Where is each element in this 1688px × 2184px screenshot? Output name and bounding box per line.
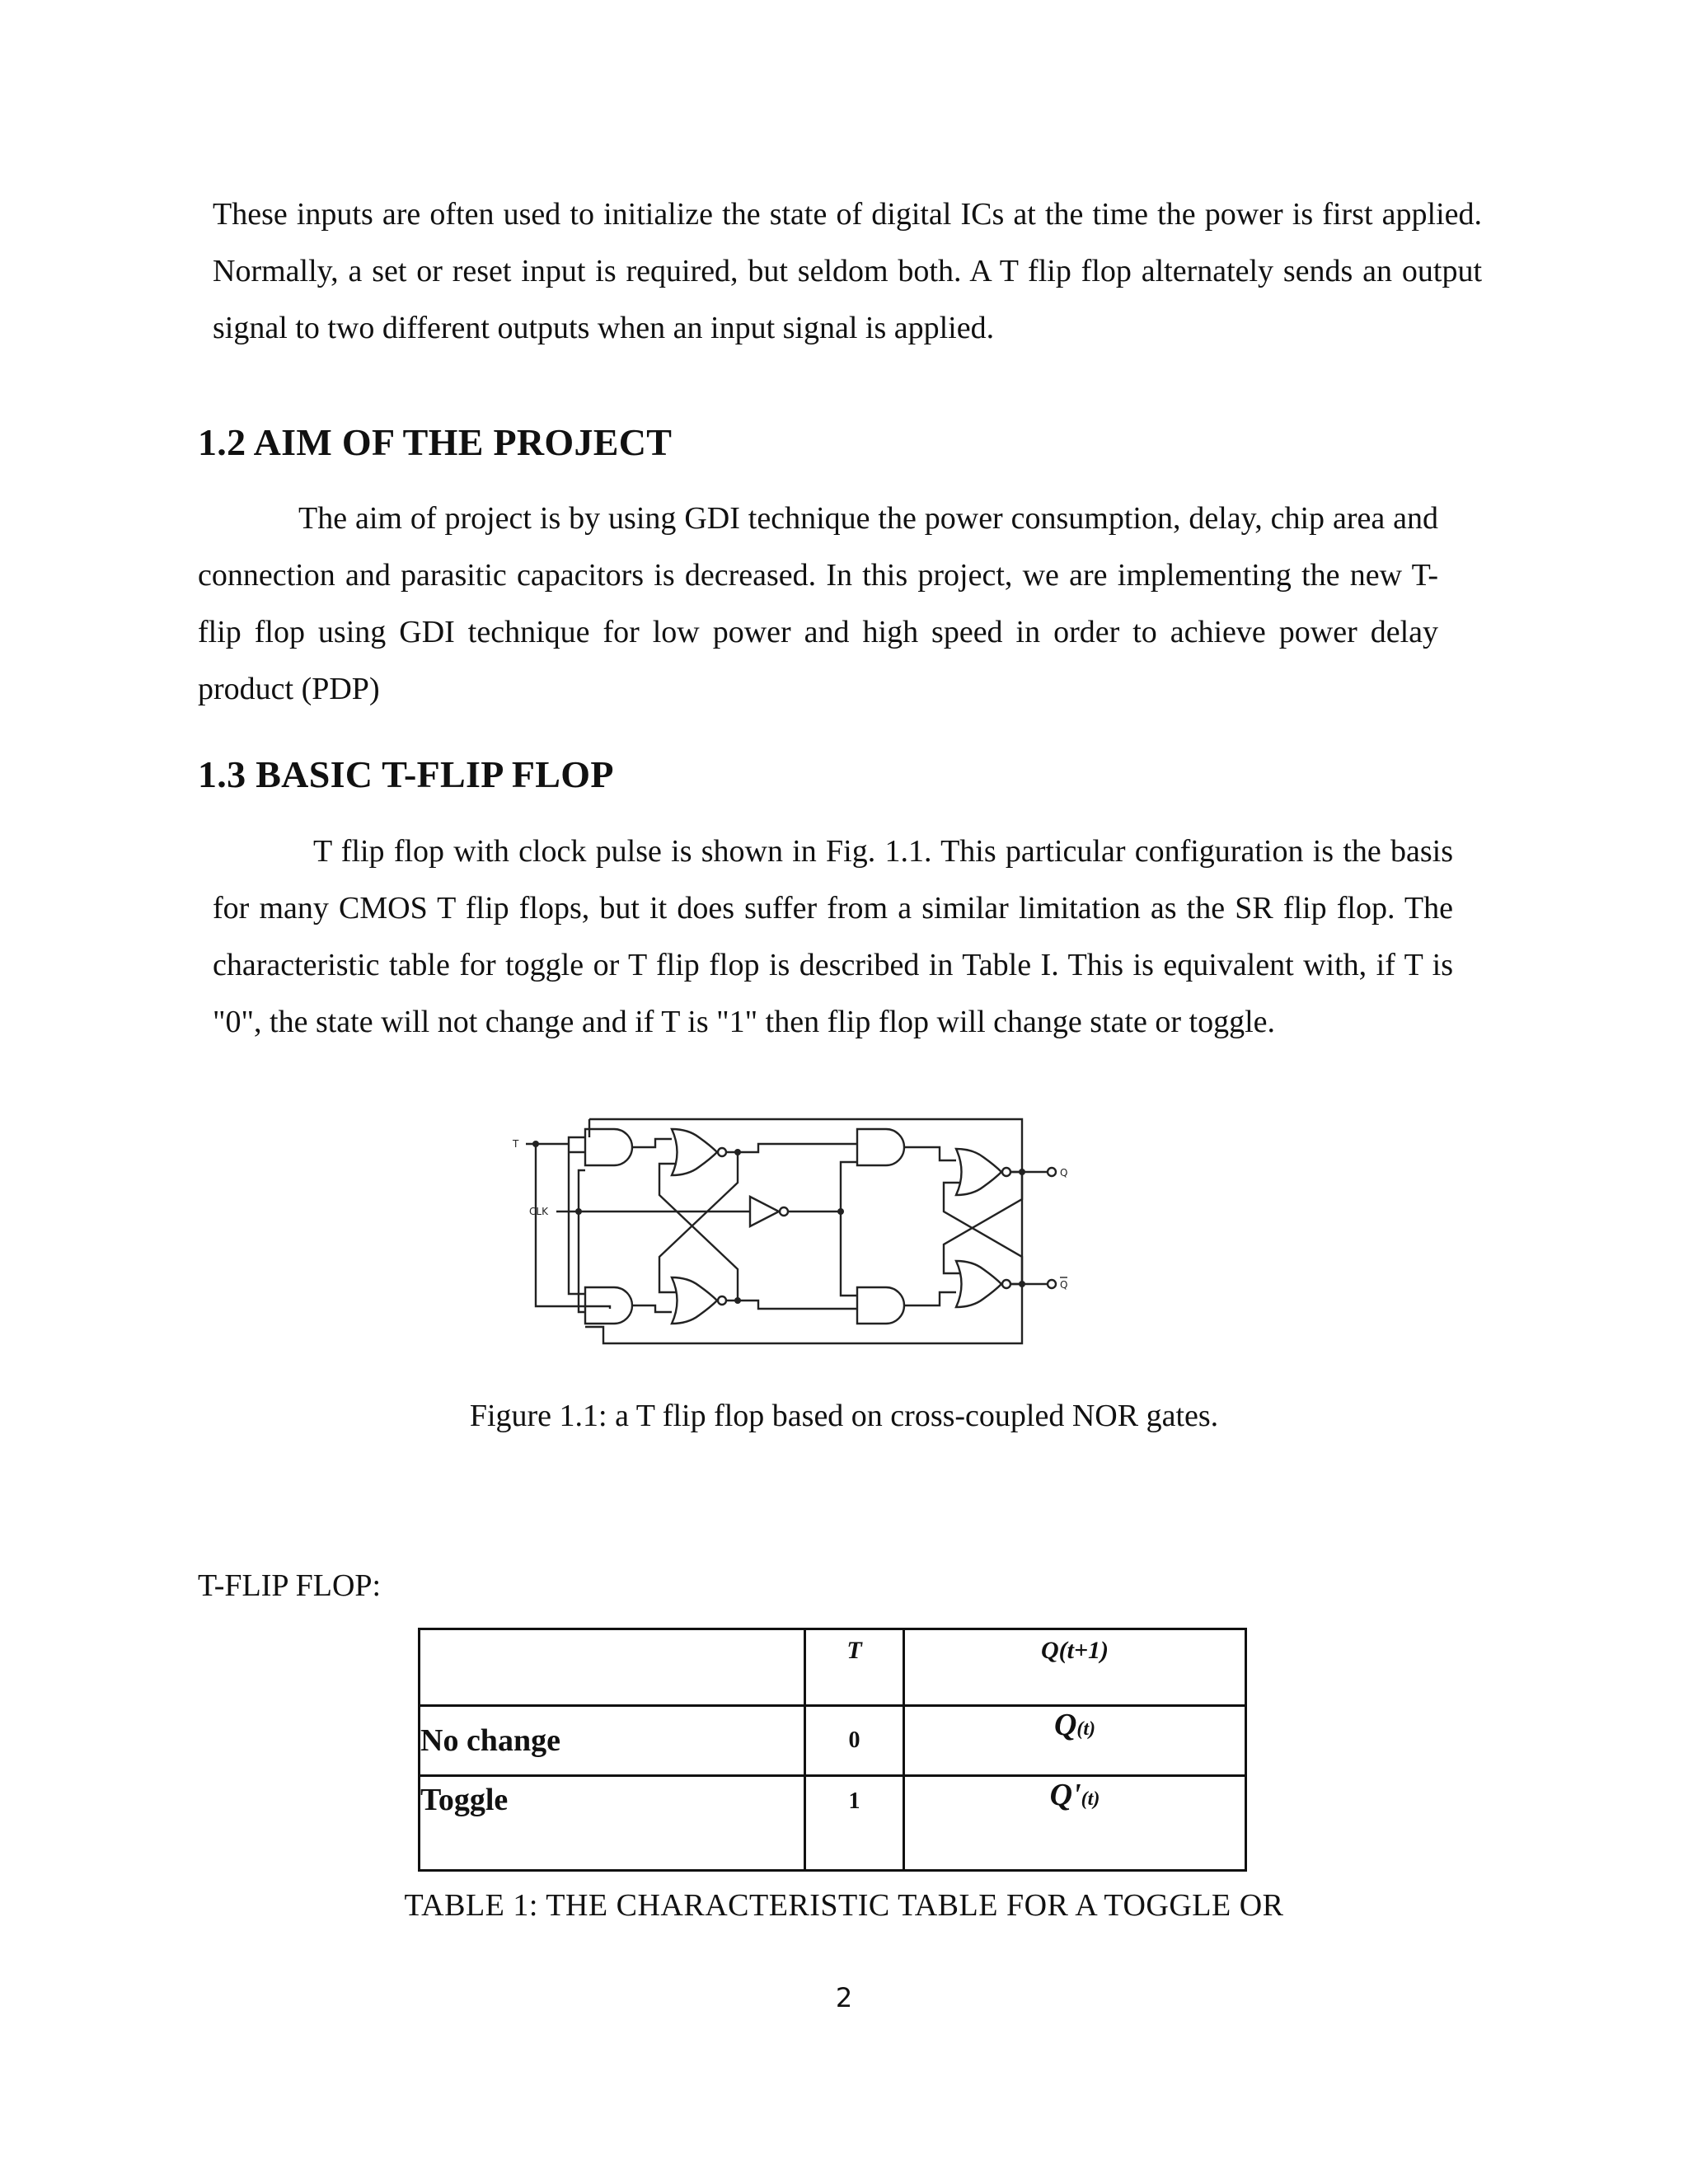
inverter-out-wire [788,1162,857,1296]
slave-cross-wires [944,1172,1022,1284]
characteristic-table [418,1628,1247,1872]
nor-gate-upper-right [956,1149,1001,1195]
and-gate-upper-right [857,1129,904,1165]
table-row [420,1706,1246,1776]
and-gate-upper-left [585,1129,632,1165]
wire-and4-nor4 [904,1292,956,1305]
wire-and2-nor2 [632,1305,672,1312]
tff-section-label: T-FLIP FLOP: [198,1568,382,1603]
figure-caption: Figure 1.1: a T flip flop based on cross-coupled NOR gates. [469,1399,1219,1433]
row-label: No change [420,1706,805,1776]
basic-tff-paragraph: T flip flop with clock pulse is shown in Fig. 1.1. This particular configuration is the basis for many CMOS T flip flops, but it does suffer from a similar limitation as the SR flip flop. The characteristic table for toggle or T flip flop is described in Table I. This is equivalent with, if T is "0", the state will not change and if T is "1" then flip flop will change state or toggle. [213,834,1453,1039]
table-header-row [420,1629,1246,1706]
row-q-value [904,1706,1246,1776]
tff-circuit-diagram [511,1104,1170,1352]
header-cell-t: T [805,1629,904,1706]
qbar-output-terminal [1048,1280,1056,1288]
row-t-value: 0 [805,1706,904,1776]
inverter-gate [750,1197,779,1226]
intro-paragraph: These inputs are often used to initialize the state of digital ICs at the time the power is first applied. Normally, a set or reset input is required, but seldom both. A T flip flop alternately sends an output signal to two different outputs when an input signal is applied. [213,197,1482,345]
nor-gate-upper-left [672,1129,717,1175]
table-row [420,1776,1246,1871]
nor-bubble-lower-right [1002,1280,1010,1288]
clk-branch-wires [579,1170,585,1312]
t-to-and-wires [569,1137,585,1294]
row-t-value: 1 [805,1776,904,1871]
header-cell-qnext: Q(t+1) [904,1629,1246,1706]
row-q-value [904,1776,1246,1871]
q-subscript: (t) [1076,1718,1096,1740]
header-cell-empty [420,1629,805,1706]
left-feedback-wire [536,1144,610,1309]
aim-paragraph: The aim of project is by using GDI technique the power consumption, delay, chip area and connection and parasitic capacitors is decreased. In this project, we are implementing the new T-flip flop using GDI technique for low power and high speed in order to achieve power delay product (PDP) [198,501,1438,706]
qbar-output-label: Q [1060,1279,1068,1291]
q-subscript: (t) [1081,1788,1100,1810]
and-gate-lower-right [857,1287,904,1324]
row-label: Toggle [420,1776,805,1871]
nor-bubble-upper-left [718,1148,726,1156]
master-out-upper [738,1144,857,1152]
basic-tff-heading: 1.3 BASIC T-FLIP FLOP [198,753,614,795]
page-number: 2 [835,1982,853,2013]
q-symbol: Q' [1049,1778,1081,1812]
clk-input-label: CLK [529,1206,548,1217]
wire-and1-nor1 [632,1139,672,1147]
q-output-label: Q [1060,1167,1068,1179]
nor-bubble-upper-right [1002,1168,1010,1176]
nor-bubble-lower-left [718,1296,726,1305]
table-caption: TABLE 1: THE CHARACTERISTIC TABLE FOR A TOGGLE OR [404,1888,1284,1923]
nor-gate-lower-right [956,1261,1001,1307]
master-out-lower [738,1301,857,1309]
q-symbol: Q [1053,1708,1077,1742]
aim-heading: 1.2 AIM OF THE PROJECT [198,421,673,463]
wire-and3-nor3 [904,1147,956,1160]
t-input-label: T [513,1138,519,1150]
nor-gate-lower-left [672,1277,717,1324]
q-output-terminal [1048,1168,1056,1176]
